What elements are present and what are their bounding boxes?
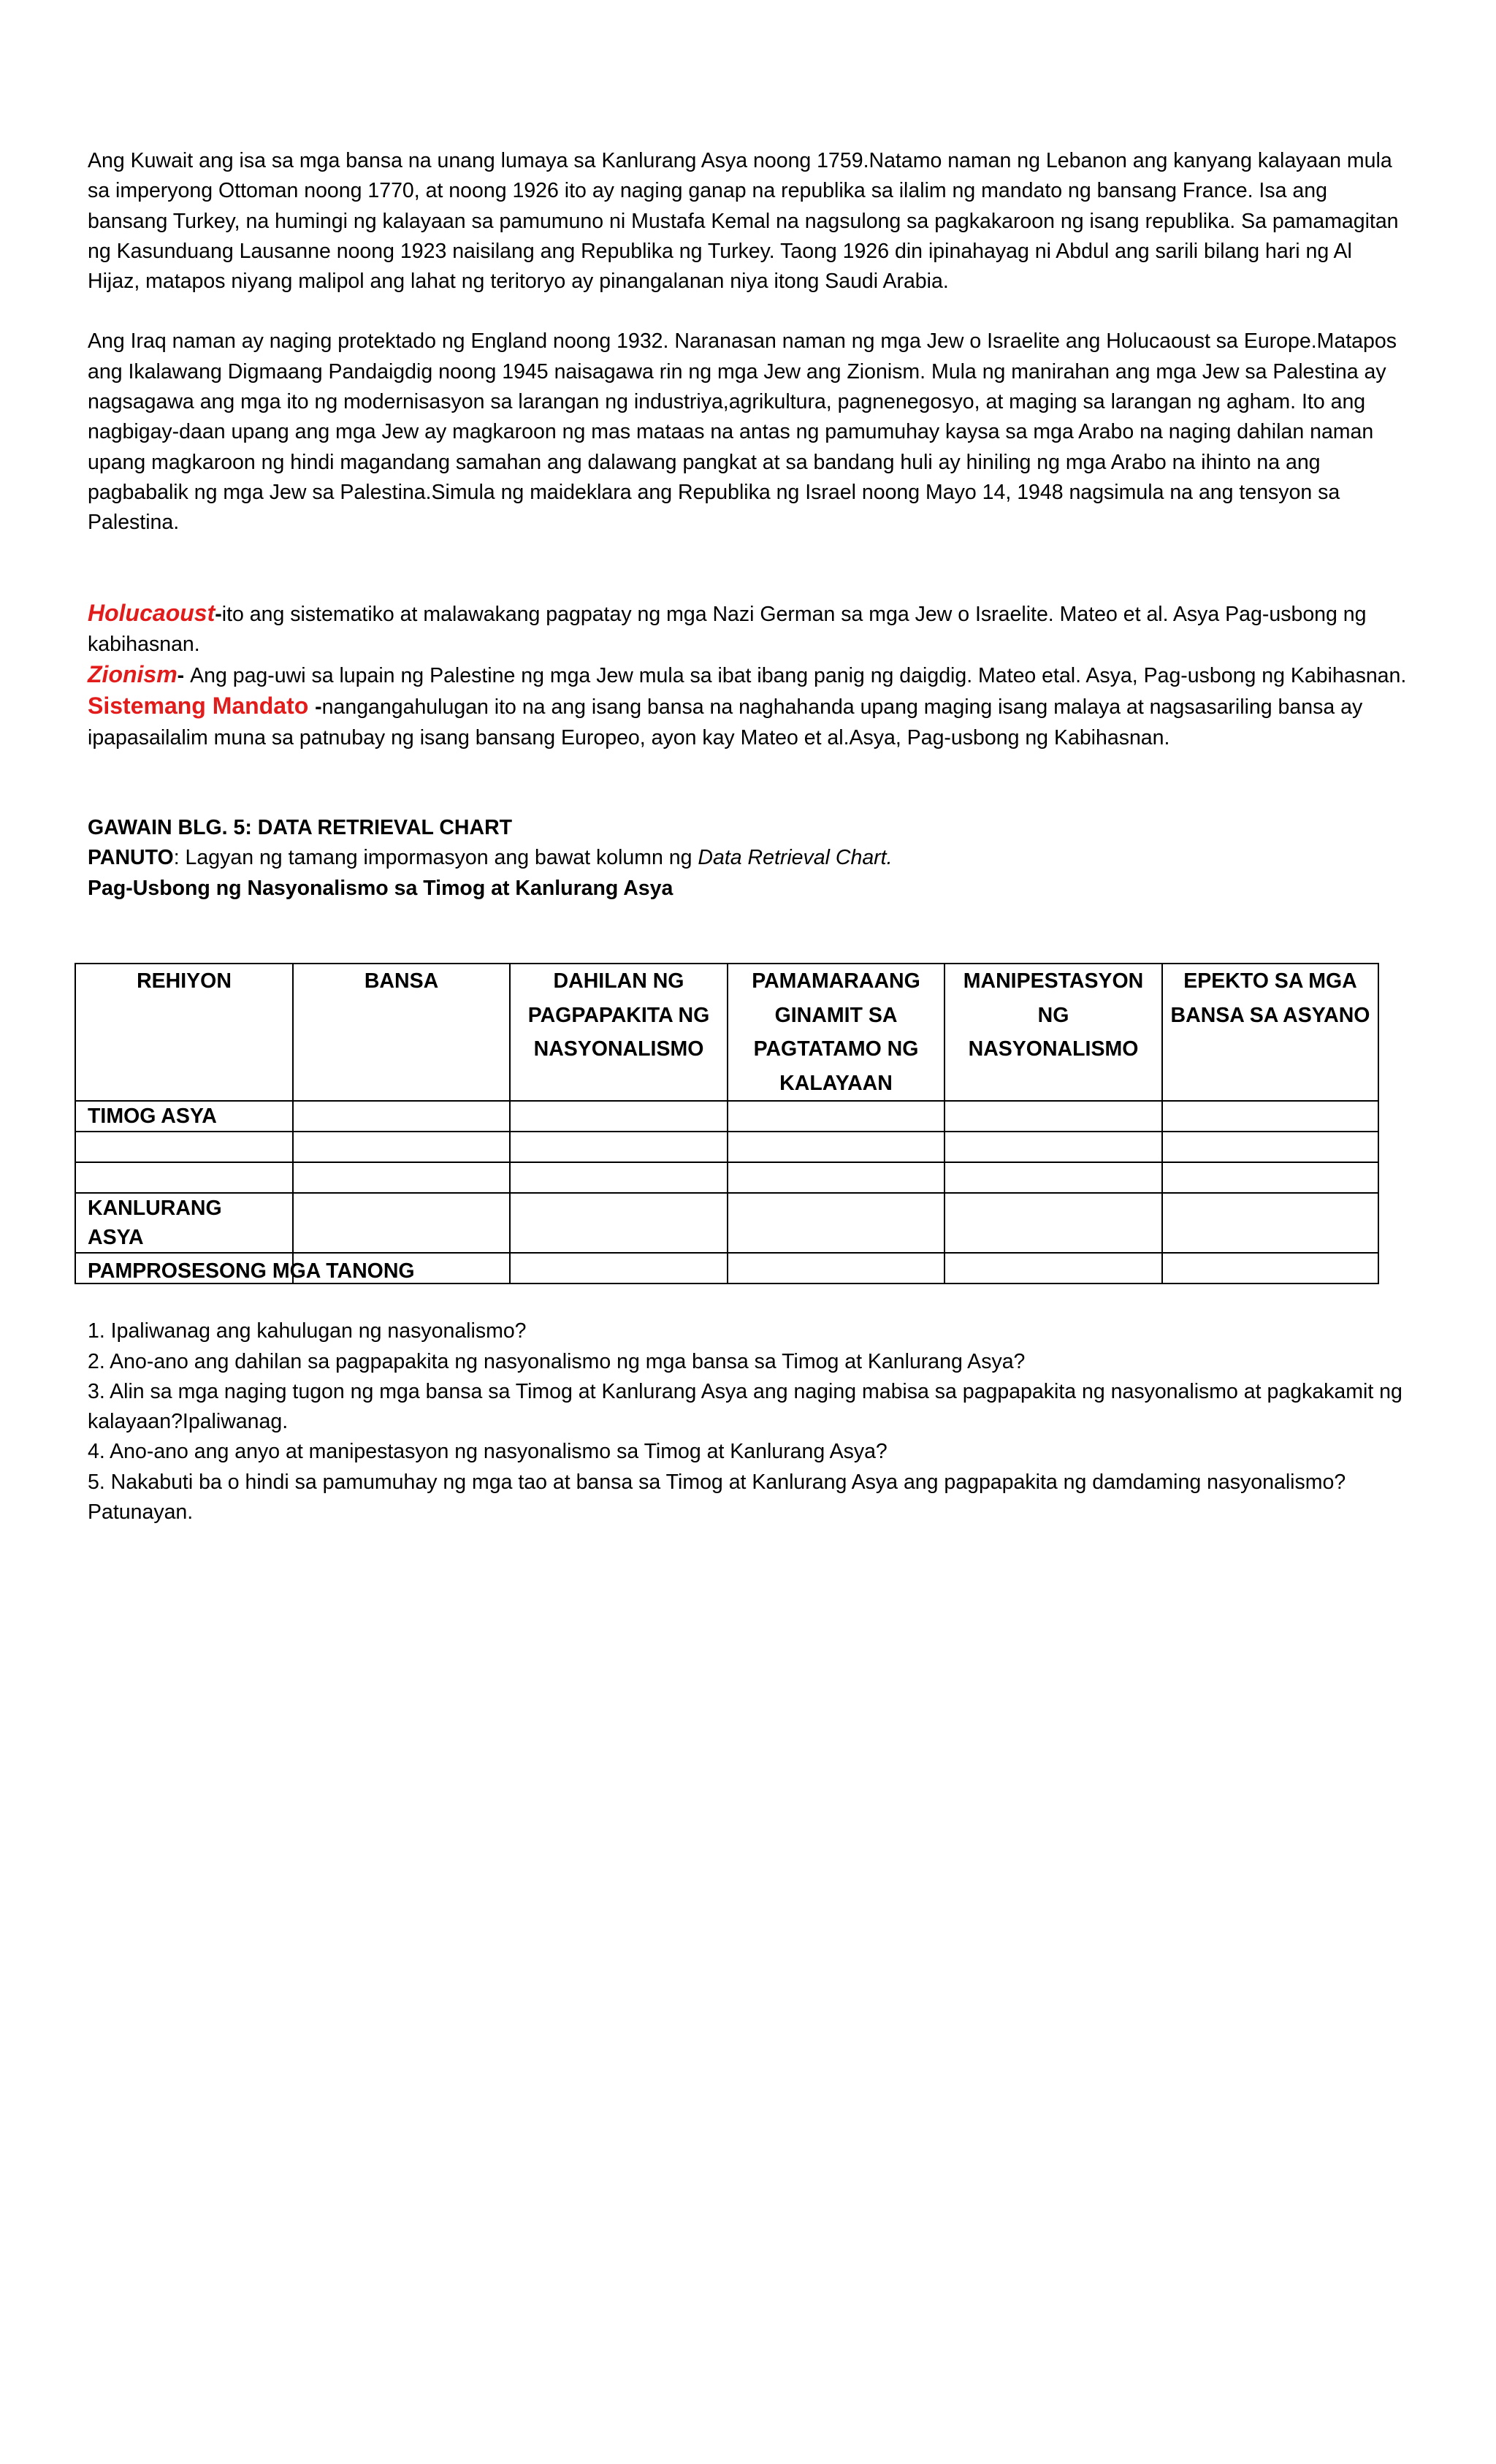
table-header-row: [75, 964, 1378, 1101]
table-row: [75, 1162, 1378, 1193]
table-cell[interactable]: [510, 1132, 728, 1162]
gawain-section: [88, 813, 1410, 904]
table-cell[interactable]: [1162, 1101, 1378, 1132]
table-cell[interactable]: [293, 1101, 510, 1132]
table-cell[interactable]: [728, 1162, 944, 1193]
table-cell[interactable]: [1162, 1162, 1378, 1193]
header-bansa: BANSA: [293, 964, 510, 1101]
definition-dash: -: [177, 664, 191, 688]
table-cell[interactable]: [510, 1162, 728, 1193]
table-row: [75, 1193, 1378, 1253]
questions-title: PAMPROSESONG MGA TANONG: [88, 1259, 415, 1283]
definition-term: Sistemang Mandato: [88, 693, 316, 720]
table-cell[interactable]: [293, 1162, 510, 1193]
table-row: [75, 1132, 1378, 1162]
definition-text: Ang pag-uwi sa lupain ng Palestine ng mga Jew mula sa ibat ibang panig ng daigdig. Mateo etal. Asya, Pag-usbong ng Kabihasnan.: [190, 664, 1407, 688]
table-cell[interactable]: [728, 1132, 944, 1162]
intro-paragraph-1: Ang Kuwait ang isa sa mga bansa na unang lumaya sa Kanlurang Asya noong 1759.Natamo naman ng Lebanon ang kanyang kalayaan mula sa imperyong Ottoman noong 1770, at noong 1926 ito ay naging ganap na republika sa ilalim ng mandato ng bansang France. Isa ang bansang Turkey, na humingi ng kalayaan sa pamumuno ni Mustafa Kemal na nagsulong sa pagkakaroon ng isang republika. Sa pamamagitan ng Kasunduang Lausanne noong 1923 naisilang ang Republika ng Turkey. Taong 1926 din ipinahayag ni Abdul ang sarili bilang hari ng Al Hijaz, matapos niyang malipol ang lahat ng teritoryo ay pinangalanan niya itong Saudi Arabia.: [88, 149, 1399, 294]
table-cell[interactable]: [1162, 1193, 1378, 1253]
header-epekto: EPEKTO SA MGA BANSA SA ASYANO: [1162, 964, 1378, 1101]
table-cell[interactable]: [728, 1101, 944, 1132]
table-cell[interactable]: TIMOG ASYA: [75, 1101, 293, 1132]
definitions: [88, 598, 1410, 753]
questions-list: [88, 1316, 1410, 1527]
definition-dash: -: [315, 695, 322, 720]
header-manipestasyon: MANIPESTASYON NG NASYONALISMO: [944, 964, 1162, 1101]
panuto-label: PANUTO: [88, 846, 174, 870]
header-dahilan: DAHILAN NG PAGPAPAKITA NG NASYONALISMO: [510, 964, 728, 1101]
definition-text: ito ang sistematiko at malawakang pagpatay ng mga Nazi German sa mga Jew o Israelite. Mateo et al. Asya Pag-usbong ng kabihasnan.: [88, 602, 1367, 656]
header-pamamaraang: PAMAMARAANG GINAMIT SA PAGTATAMO NG KALAYAAN: [728, 964, 944, 1101]
gawain-title: GAWAIN BLG. 5: DATA RETRIEVAL CHART: [88, 816, 513, 840]
question-item: 2. Ano-ano ang dahilan sa pagpapakita ng nasyonalismo ng mga bansa sa Timog at Kanlurang Asya?: [88, 1349, 1026, 1373]
question-item: 3. Alin sa mga naging tugon ng mga bansa sa Timog at Kanlurang Asya ang naging mabisa sa pagpapakita ng nasyonalismo at pagkakamit ng kalayaan?Ipaliwanag.: [88, 1379, 1402, 1434]
table-cell[interactable]: [944, 1193, 1162, 1253]
definition-holocaust: [88, 598, 1410, 660]
table-cell[interactable]: [728, 1193, 944, 1253]
table-cell[interactable]: KANLURANG ASYA: [75, 1193, 293, 1253]
panuto-text: : Lagyan ng tamang impormasyon ang bawat kolumn ng: [173, 846, 698, 870]
table-cell[interactable]: [75, 1162, 293, 1193]
table-cell[interactable]: [293, 1193, 510, 1253]
table-cell[interactable]: [510, 1101, 728, 1132]
panuto-italic: Data Retrieval Chart.: [698, 846, 893, 870]
table-cell[interactable]: [1162, 1132, 1378, 1162]
table-row: [75, 1101, 1378, 1132]
intro-paragraph-2: Ang Iraq naman ay naging protektado ng England noong 1932. Naranasan naman ng mga Jew o Israelite ang Holucaoust sa Europe.Matapos ang Ikalawang Digmaang Pandaigdig noong 1945 naisagawa rin ng mga Jew ang Zionism. Mula ng manirahan ang mga Jew sa Palestina ay nagsagawa ang mga ito ng modernisasyon sa larangan ng industriya,agrikultura, pagnenegosyo, at maging sa larangan ng agham. Ito ang nagbigay-daan upang ang mga Jew ay magkaroon ng mas mataas na antas ng pamumuhay kaysa sa mga Arabo na naging dahilan naman upang magkaroon ng hindi magandang samahan ang dalawang pangkat at sa bandang huli ay hiniling ng mga Arabo na ihinto na ang pagbabalik ng mga Jew sa Palestina.Simula ng maideklara ang Republika ng Israel noong Mayo 14, 1948 nagsimula na ang tensyon sa Palestina.: [88, 329, 1397, 535]
gawain-subtitle: Pag-Usbong ng Nasyonalismo sa Timog at Kanlurang Asya: [88, 876, 673, 900]
table-cell[interactable]: [944, 1132, 1162, 1162]
definition-dash: -: [215, 602, 222, 626]
question-item: 1. Ipaliwanag ang kahulugan ng nasyonalismo?: [88, 1319, 527, 1343]
question-item: 5. Nakabuti ba o hindi sa pamumuhay ng mga tao at bansa sa Timog at Kanlurang Asya ang pagpapakita ng damdaming nasyonalismo? Patunayan.: [88, 1470, 1346, 1525]
question-item: 4. Ano-ano ang anyo at manipestasyon ng nasyonalismo sa Timog at Kanlurang Asya?: [88, 1440, 888, 1464]
definition-term: Holucaoust: [88, 599, 215, 626]
table-cell[interactable]: [510, 1193, 728, 1253]
table-cell[interactable]: [293, 1132, 510, 1162]
table-cell[interactable]: [944, 1101, 1162, 1132]
header-rehiyon: REHIYON: [75, 964, 293, 1101]
data-retrieval-chart: [75, 963, 1379, 1284]
table-cell[interactable]: [944, 1162, 1162, 1193]
processing-questions: [88, 1256, 1410, 1527]
panuto-line: [88, 843, 1410, 873]
definition-zionism: [88, 660, 1410, 691]
definition-term: Zionism: [88, 661, 178, 688]
document-body: [88, 146, 1410, 904]
definition-sistemang-mandato: [88, 691, 1410, 753]
table-cell[interactable]: [75, 1132, 293, 1162]
definition-text: nangangahulugan ito na ang isang bansa na naghahanda upang maging isang malaya at nagsasariling bansa ay ipapasailalim muna sa patnubay ng isang bansang Europeo, ayon kay Mateo et al.Asya, Pag-usbong ng Kabihasnan.: [88, 695, 1363, 750]
